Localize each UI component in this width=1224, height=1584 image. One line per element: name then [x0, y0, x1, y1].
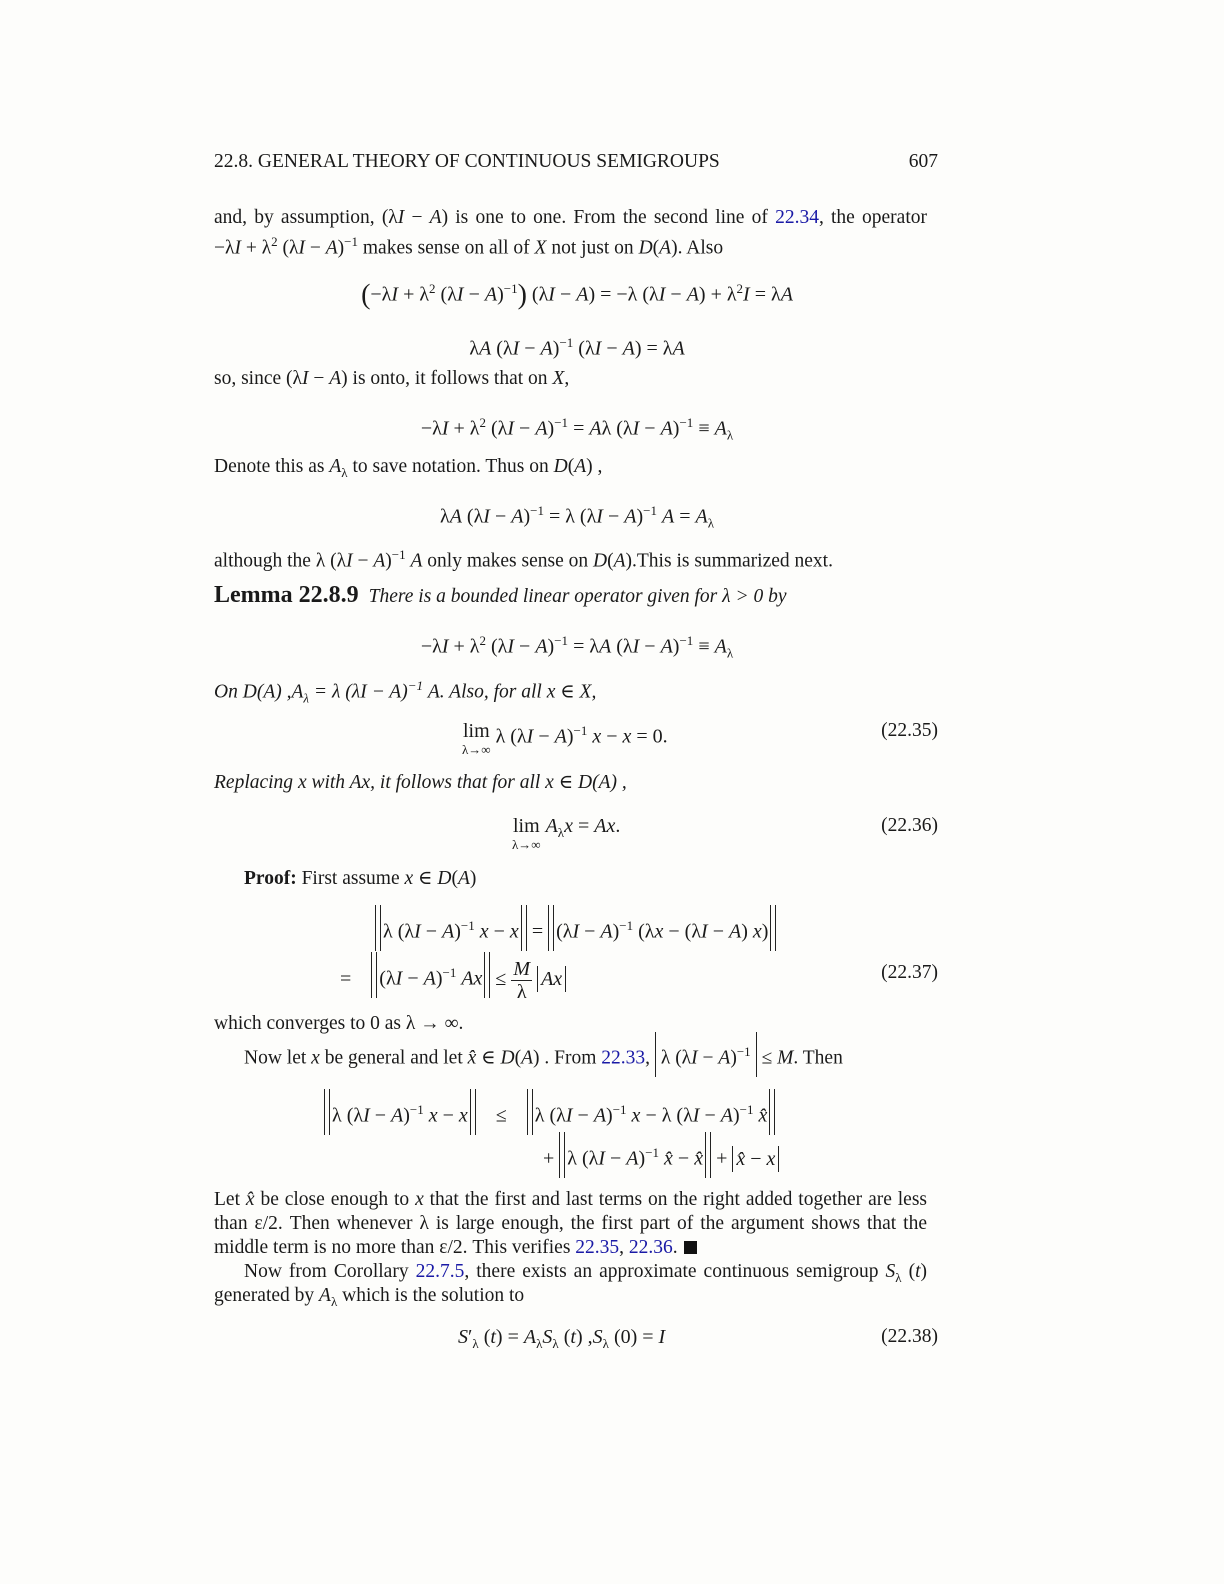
paragraph-line: Proof: First assume x ∈ D(A)	[244, 868, 477, 889]
paragraph-line: than ε/2. Then whenever λ is large enough, the first part of the argument shows that the	[214, 1213, 927, 1234]
paragraph-line: middle term is no more than ε/2. This verifies 22.35, 22.36.	[214, 1236, 697, 1260]
equation-number: (22.37)	[881, 962, 938, 983]
paragraph-line: which converges to 0 as λ → ∞.	[214, 1013, 464, 1034]
equation-link[interactable]: 22.33	[601, 1047, 646, 1069]
qed-square	[684, 1241, 697, 1254]
equation-link[interactable]: 22.36	[628, 1237, 673, 1258]
paragraph-line: On D(A) $,A_\lambda = \lambda$ $(\lambda I - A)^{-1}$ A. Also, for all x ∈ X,	[214, 678, 597, 706]
paragraph-line: Denote this as $A_\lambda$ to save notation. Thus on D(A) ,	[214, 456, 603, 480]
display-equation: lim λ→∞ λ $(\lambda I - A)^{-1}$ x − x = 0.	[462, 720, 668, 757]
lemma-statement: There is a bounded linear operator given for λ > 0 by	[368, 586, 787, 607]
display-equation: $-\lambda I + \lambda^2$ $(\lambda I - A)^{-1} = A\lambda$ $(\lambda I - A)^{-1} \equiv A_\lambda$	[420, 415, 734, 443]
paragraph-line: Replacing x with Ax, it follows that for all x ∈ D(A) ,	[214, 772, 627, 793]
display-equation: lim λ→∞ $A_\lambda x = Ax$.	[512, 815, 621, 852]
paragraph-line: although the λ $(\lambda I - A)^{-1}$ A only makes sense on D(A).This is summarized next.	[214, 547, 833, 572]
lemma-heading: Lemma 22.8.9 There is a bounded linear operator given for λ > 0 by	[214, 582, 787, 608]
paragraph-line: $-\lambda I + \lambda^2$ $(\lambda I - A)^{-1}$ makes sense on all of X not just on D(A). Also	[214, 234, 724, 259]
corollary-link[interactable]: 22.7.5	[415, 1261, 465, 1282]
equation-number: (22.36)	[881, 815, 938, 836]
display-equation: $S'_\lambda$ $(t) = A_\lambda S_\lambda$ (t) $,S_\lambda$ (0) = I	[458, 1326, 666, 1351]
running-header: 22.8. GENERAL THEORY OF CONTINUOUS SEMIGROUPS	[214, 151, 720, 172]
equation-link[interactable]: 22.35	[575, 1237, 620, 1258]
display-equation: + λ $(\lambda I - A)^{-1}$ x̂ − x̂ + x̂ − x	[543, 1140, 779, 1172]
paragraph-line: Now from Corollary 22.7.5, there exists an approximate continuous semigroup $S_\lambda$ (t)	[244, 1261, 927, 1285]
display-equation: λA $(\lambda I - A)^{-1}$ (λI − A) = λA	[469, 335, 685, 360]
paragraph-line: and, by assumption, (λI − A) is one to one. From the second line of 22.34, the operator	[214, 207, 927, 228]
page-number: 607	[908, 151, 938, 172]
paragraph-line: generated by $A_\lambda$ which is the solution to	[214, 1285, 525, 1309]
equation-link[interactable]: 22.34	[775, 207, 819, 228]
display-equation: λ $(\lambda I - A)^{-1}$ $x - x = (\lambda I - A)^{-1}$ (λx − (λI − A) x)	[375, 913, 776, 945]
equation-number: (22.35)	[881, 720, 938, 741]
display-equation: ($-\lambda I + \lambda^2$ $(\lambda I - A)^{-1}$) (λI − A) = −λ $(\lambda I - A) + \lambda^2I = \lambda A$	[361, 279, 793, 311]
equation-number: (22.38)	[881, 1326, 938, 1347]
paragraph-line: Let x̂ be close enough to x that the first and last terms on the right added together are less	[214, 1189, 928, 1210]
paragraph-line: Now let x be general and let x̂ ∈ D(A) . From 22.33, λ $(\lambda I - A)^{-1} \le M$. Then	[244, 1040, 843, 1071]
display-equation: = $(\lambda I - A)^{-1}$ Ax ≤ $\frac{M}{\lambda}$ Ax	[340, 958, 566, 1003]
paragraph-line: so, since (λI − A) is onto, it follows that on X,	[214, 368, 570, 389]
display-equation: λA $(\lambda I - A)^{-1} = \lambda$ $(\lambda I - A)^{-1}$ $A = A_\lambda$	[439, 503, 715, 531]
display-equation: $-\lambda I + \lambda^2$ $(\lambda I - A)^{-1} = \lambda A$ $(\lambda I - A)^{-1} \equiv A_\lambda$	[420, 633, 734, 661]
proof-label: Proof:	[244, 868, 297, 889]
display-equation: λ $(\lambda I - A)^{-1}$ x − x ≤ λ $(\lambda I - A)^{-1}$ x − λ $(\lambda I - A)^{-1}$ x̂	[324, 1097, 775, 1129]
